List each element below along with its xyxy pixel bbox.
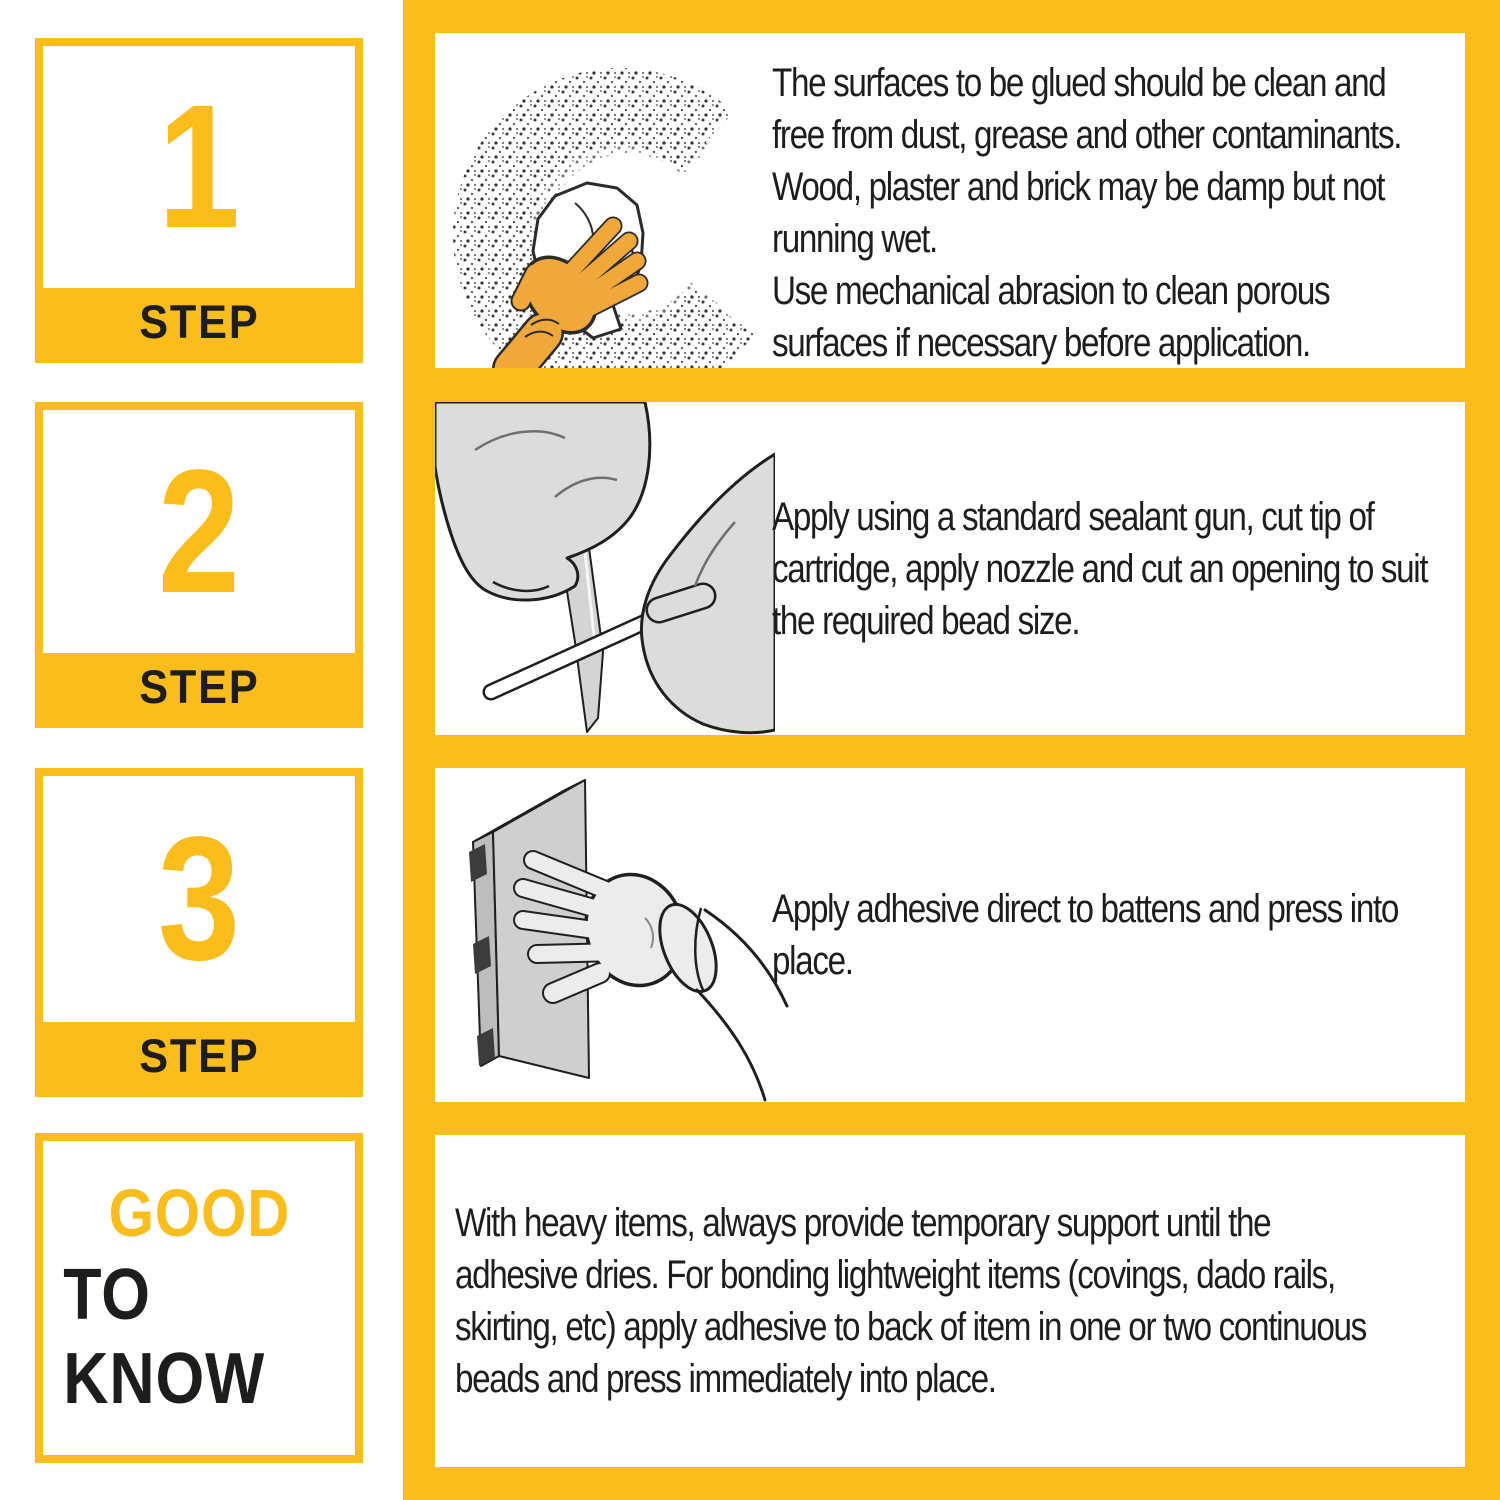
step-2-number-area [43,410,355,653]
pressing-batten-illustration [435,768,795,1102]
left-hand [435,402,650,600]
step-3-number: 3 [157,801,241,997]
step-1-number: 1 [157,69,241,265]
step-1-panel [435,33,1465,368]
step-2-paragraph: Apply using a standard sealant gun, cut tip of cartridge, apply nozzle and cut an opening to suit the required bead size. [772,494,1428,643]
good-to-know-panel [435,1135,1465,1467]
step-2-label: STEP [138,660,260,713]
hand-wiping-surface-illustration [435,33,775,368]
step-2-number: 2 [157,433,241,630]
step-1-paragraph-2: Use mechanical abrasion to clean porous surfaces if necessary before application. [772,269,1330,365]
step-2-band [43,653,355,720]
cuff-and-arm [649,896,787,1100]
step-3-number-area [43,776,355,1022]
step-2-box [35,402,363,728]
step-1-label: STEP [138,295,260,348]
good-to-know-paragraph: With heavy items, always provide temporary support until the adhesive dries. For bonding lightweight items (covings, dado rails, skirting, etc) apply adhesive to back of item in one or two continuous beads and press immediately into place. [455,1201,1366,1401]
cutting-cartridge-tip-illustration [435,402,775,735]
good-to-know-line1: GOOD [108,1176,290,1251]
step-3-paragraph: Apply adhesive direct to battens and press into place. [772,887,1398,983]
good-to-know-text [455,1197,1385,1405]
good-to-know-line2: TO KNOW [63,1255,266,1419]
step-1-text [772,57,1428,369]
step-3-label: STEP [138,1029,260,1082]
step-3-text [772,883,1428,987]
step-3-box [35,768,363,1097]
step-1-band [43,288,355,355]
good-to-know-box [35,1133,363,1463]
step-1-paragraph-1: The surfaces to be glued should be clean and free from dust, grease and other contaminants. Wood, plaster and brick may be damp but not running wet. [772,61,1402,261]
step-3-band [43,1022,355,1089]
step-1-box [35,38,363,363]
step-2-panel [435,402,1465,735]
step-3-panel [435,768,1465,1102]
right-hand [641,454,775,733]
step-1-number-area [43,46,355,288]
step-2-text [772,491,1428,647]
